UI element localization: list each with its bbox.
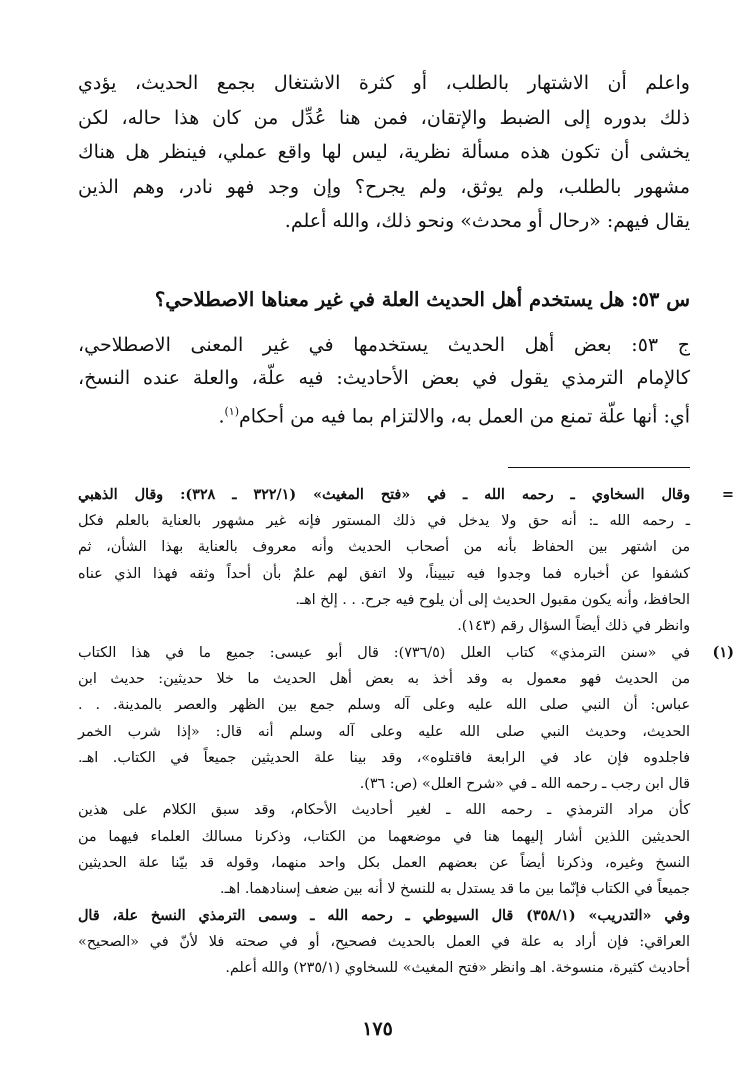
- footnote-line: النسخ وغيره، وذكرنا أيضاً عن بعضهم العمل بكل واحد منهما، وقوله قد بيّنا علة الحديثين: [78, 854, 690, 871]
- page-number: ١٧٥: [362, 1018, 393, 1040]
- footnote-line: وانظر في ذلك أيضاً السؤال رقم (١٤٣).: [457, 618, 690, 635]
- intro-line: يخشى أن تكون هذه مسألة نظرية، ليس لها واقع عملي، فينظر هل هناك: [78, 141, 690, 163]
- answer-line-last: [78, 395, 690, 433]
- footnote-line: قال ابن رجب ـ رحمه الله ـ في «شرح العلل» (ص: ٣٦).: [359, 776, 690, 793]
- answer-line-text: أي: أنها علّة تمنع من العمل به، والالتزام بما فيه من أحكام: [239, 404, 690, 427]
- answer-line: كالإمام الترمذي يقول في بعض الأحاديث: فيه علّة، والعلة عنده النسخ،: [78, 366, 690, 389]
- intro-line: مشهور بالطلب، ولم يوثق، ولم يجرح؟ وإن وجد فهو نادر، وهم الذين: [78, 175, 690, 198]
- footnote-line: العراقي: فإن أراد به علة في العمل بالحديث فصحيح، أو في صحته فلا لأنّ في «الصحيح»: [78, 933, 690, 950]
- footnote-line: الحافظ، وأنه يكون مقبول الحديث إلى أن يلوح فيه جرح. . . إلخ اهـ.: [295, 592, 690, 609]
- footnote-line: جميعاً في الكتاب فإنّما بين ما قد يستدل به للنسخ لا أنه بين ضعف إسنادهما. اهـ.: [220, 881, 690, 898]
- footnote-line: فاجلدوه فإن عاد في الرابعة فاقتلوه»، وقد بينا علة الحديثين جميعاً في الكتاب. اهـ.: [78, 749, 690, 766]
- intro-line: يقال فيهم: «رحال أو محدث» ونحو ذلك، والله أعلم.: [284, 210, 690, 232]
- intro-paragraph: [78, 66, 690, 239]
- footnote-line: من الحديث فهو معمول به وقد أخذ به بعض أهل الحديث ما خلا حديثين: حديث ابن: [78, 670, 690, 687]
- intro-line: ذلك بدوره إلى الضبط والإتقان، فمن هنا عُدِّل من كان هذا حاله، لكن: [78, 106, 690, 129]
- continuation-marker: =: [721, 485, 734, 503]
- footnote-line: في «سنن الترمذي» كتاب العلل (٧٣٦/٥): قال أبو عيسى: جميع ما في هذا الكتاب: [78, 644, 690, 661]
- footnote-line: الحديث، وحديث النبي صلى الله عليه وعلى آله وسلم أنه قال: «إذا شرب الخمر: [78, 723, 690, 740]
- footnote-1: [78, 640, 734, 982]
- footnote-line: [78, 903, 690, 929]
- answer-line: ج ٥٣: بعض أهل الحديث يستخدمها في غير المعنى الاصطلاحي،: [78, 333, 690, 356]
- footnote-ref[interactable]: (١): [224, 404, 239, 418]
- footnote-1-marker: (١): [712, 643, 734, 661]
- question-heading: س ٥٣: هل يستخدم أهل الحديث العلة في غير معناها الاصطلاحي؟: [154, 287, 690, 311]
- answer-paragraph: [78, 329, 690, 433]
- footnote-line: [78, 482, 690, 508]
- footnote-line: عباس: أن النبي صلى الله عليه وعلى آله وسلم جمع بين الظهر والعصر بالمدينة. . .: [78, 697, 690, 714]
- footnote-line: أحاديث كثيرة، منسوخة. اهـ وانظر «فتح المغيث» للسخاوي (٢٣٥/١) والله أعلم.: [225, 960, 690, 977]
- intro-line: واعلم أن الاشتهار بالطلب، أو كثرة الاشتغال بجمع الحديث، يؤدي: [78, 72, 690, 94]
- footnote-line: من اشتهر بين الحفاظ بأنه من أصحاب الحديث وأنه معروف بالعناية بهذا الشأن، ثم: [78, 539, 690, 556]
- page-body: [78, 66, 734, 981]
- footnote-line: الحديثين اللذين أشار إليهما هنا في موضعهما من الكتاب، وذكرنا مسالك العلماء فيهما من: [78, 828, 690, 845]
- answer-end: .: [218, 404, 225, 427]
- footnote-line: كشفوا عن أخباره فما وجدوا فيه تبييناً، ولا اتفق لهم علمٌ بأن أحداً وثقه فهذا الذي عناه: [78, 565, 690, 582]
- footnote-divider: [508, 467, 690, 468]
- footnote-line-text: وقال السخاوي ـ رحمه الله ـ في «فتح المغيث» (٣٢٢/١ ـ ٣٢٨): وقال الذهبي: [78, 486, 690, 503]
- footnote-line-text: وفي «التدريب» (٣٥٨/١) قال السيوطي ـ رحمه الله ـ وسمى الترمذي النسخ علة، قال: [78, 907, 690, 924]
- footnote-line: كأن مراد الترمذي ـ رحمه الله ـ لغير أحاديث الأحكام، وقد سبق الكلام على هذين: [78, 802, 690, 819]
- footnote-line: ـ رحمه الله ـ: أنه حق ولا يدخل في ذلك المستور فإنه غير مشهور بالعناية بالعلم فكل: [78, 513, 690, 530]
- footnote-continuation: [78, 482, 734, 640]
